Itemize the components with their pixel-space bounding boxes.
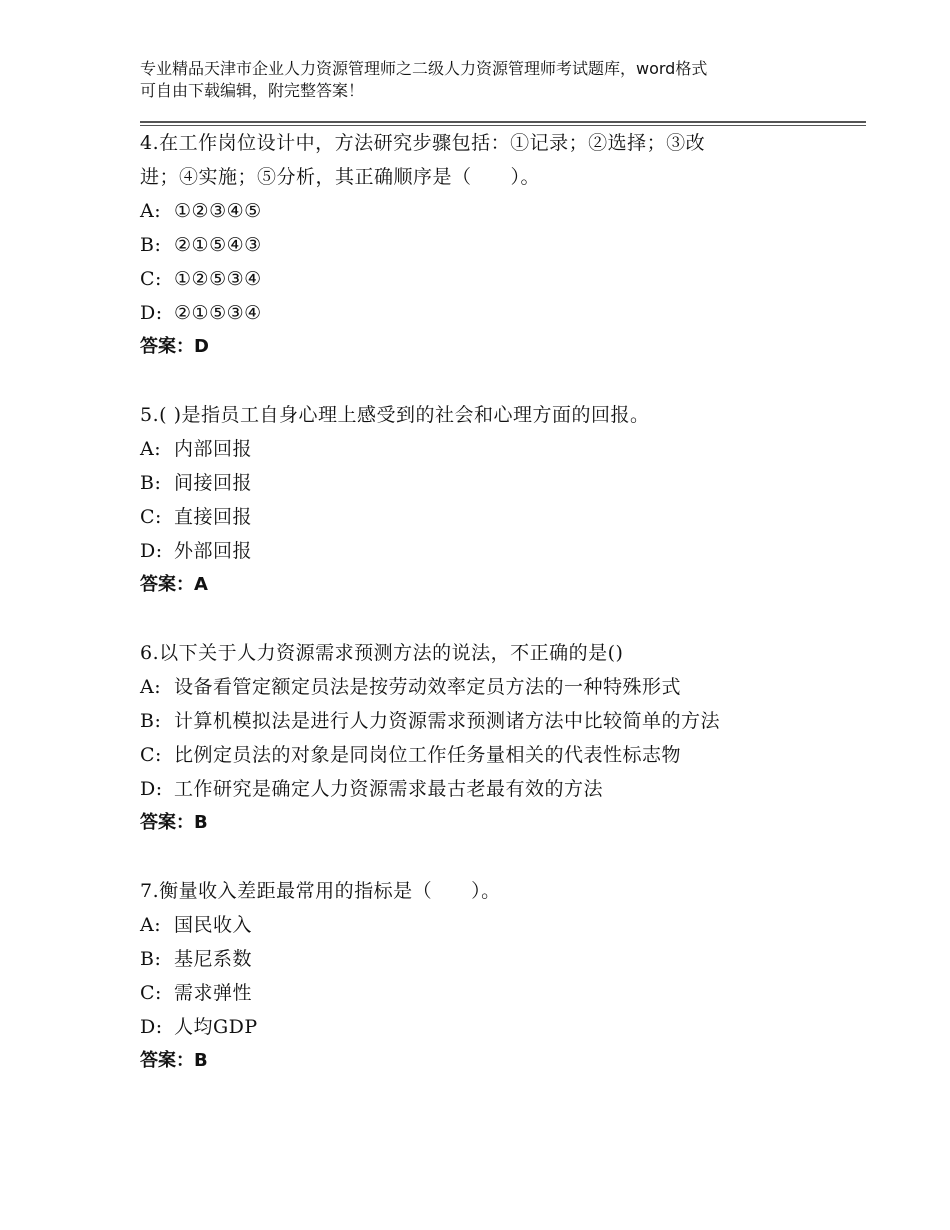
answer-option: [140, 772, 860, 806]
answer-option: [140, 432, 860, 466]
option-letter: C:: [140, 506, 162, 528]
question-block: [140, 874, 860, 1078]
question-stem: [140, 398, 860, 432]
option-letter: D:: [140, 1016, 163, 1038]
option-letter: D:: [140, 778, 163, 800]
option-text: 计算机模拟法是进行人力资源需求预测诸方法中比较简单的方法: [174, 710, 721, 732]
answer-key: 答案：D: [140, 336, 209, 357]
option-text: 人均GDP: [174, 1016, 258, 1038]
header-line-2: 可自由下载编辑，附完整答案！: [140, 81, 365, 100]
option-letter: B:: [140, 472, 162, 494]
document-header: [140, 58, 820, 102]
question-block: [140, 398, 860, 602]
option-letter: B:: [140, 710, 162, 732]
option-text: 比例定员法的对象是同岗位工作任务量相关的代表性标志物: [174, 744, 682, 766]
option-text: 工作研究是确定人力资源需求最古老最有效的方法: [174, 778, 604, 800]
option-letter: C:: [140, 268, 162, 290]
option-text: 国民收入: [174, 914, 253, 936]
answer-option: [140, 228, 860, 262]
option-letter: A:: [140, 676, 162, 698]
question-stem-line: 进；④实施；⑤分析，其正确顺序是（ ）。: [140, 166, 541, 188]
header-line-1: 专业精品天津市企业人力资源管理师之二级人力资源管理师考试题库，word格式: [140, 59, 708, 78]
option-text: ②①⑤④③: [174, 234, 262, 256]
answer-option: [140, 670, 860, 704]
option-letter: C:: [140, 982, 162, 1004]
option-letter: A:: [140, 914, 162, 936]
answer-key: 答案：A: [140, 574, 208, 595]
question-stem-line: 7.衡量收入差距最常用的指标是（ ）。: [140, 880, 501, 902]
option-letter: C:: [140, 744, 162, 766]
answer-option: [140, 738, 860, 772]
answer-option: [140, 534, 860, 568]
header-divider-thick: [140, 121, 866, 123]
option-letter: B:: [140, 234, 162, 256]
answer-option: [140, 704, 860, 738]
answer-option: [140, 500, 860, 534]
question-stem: [140, 874, 860, 908]
option-letter: A:: [140, 438, 162, 460]
option-text: 需求弹性: [174, 982, 253, 1004]
answer-option: [140, 1010, 860, 1044]
question-list: [140, 126, 860, 1112]
answer-option: [140, 908, 860, 942]
option-text: ②①⑤③④: [174, 302, 262, 324]
answer-option: [140, 194, 860, 228]
question-block: [140, 126, 860, 364]
option-text: 设备看管定额定员法是按劳动效率定员方法的一种特殊形式: [174, 676, 682, 698]
answer-key: 答案：B: [140, 1050, 208, 1071]
question-stem-line: 5.( )是指员工自身心理上感受到的社会和心理方面的回报。: [140, 404, 650, 426]
option-text: ①②③④⑤: [174, 200, 262, 222]
option-letter: A:: [140, 200, 162, 222]
option-letter: B:: [140, 948, 162, 970]
option-letter: D:: [140, 302, 163, 324]
question-stem-line: 6.以下关于人力资源需求预测方法的说法，不正确的是(): [140, 642, 624, 664]
question-stem: [140, 126, 860, 194]
question-stem-line: 4.在工作岗位设计中，方法研究步骤包括：①记录；②选择；③改: [140, 132, 706, 154]
question-block: [140, 636, 860, 840]
answer-option: [140, 942, 860, 976]
option-text: 内部回报: [174, 438, 253, 460]
option-text: 外部回报: [174, 540, 253, 562]
question-stem: [140, 636, 860, 670]
answer-option: [140, 976, 860, 1010]
answer-option: [140, 296, 860, 330]
answer-option: [140, 262, 860, 296]
answer-option: [140, 466, 860, 500]
option-text: 直接回报: [174, 506, 253, 528]
option-text: 基尼系数: [174, 948, 253, 970]
answer-key: 答案：B: [140, 812, 208, 833]
option-text: 间接回报: [174, 472, 253, 494]
option-letter: D:: [140, 540, 163, 562]
option-text: ①②⑤③④: [174, 268, 262, 290]
